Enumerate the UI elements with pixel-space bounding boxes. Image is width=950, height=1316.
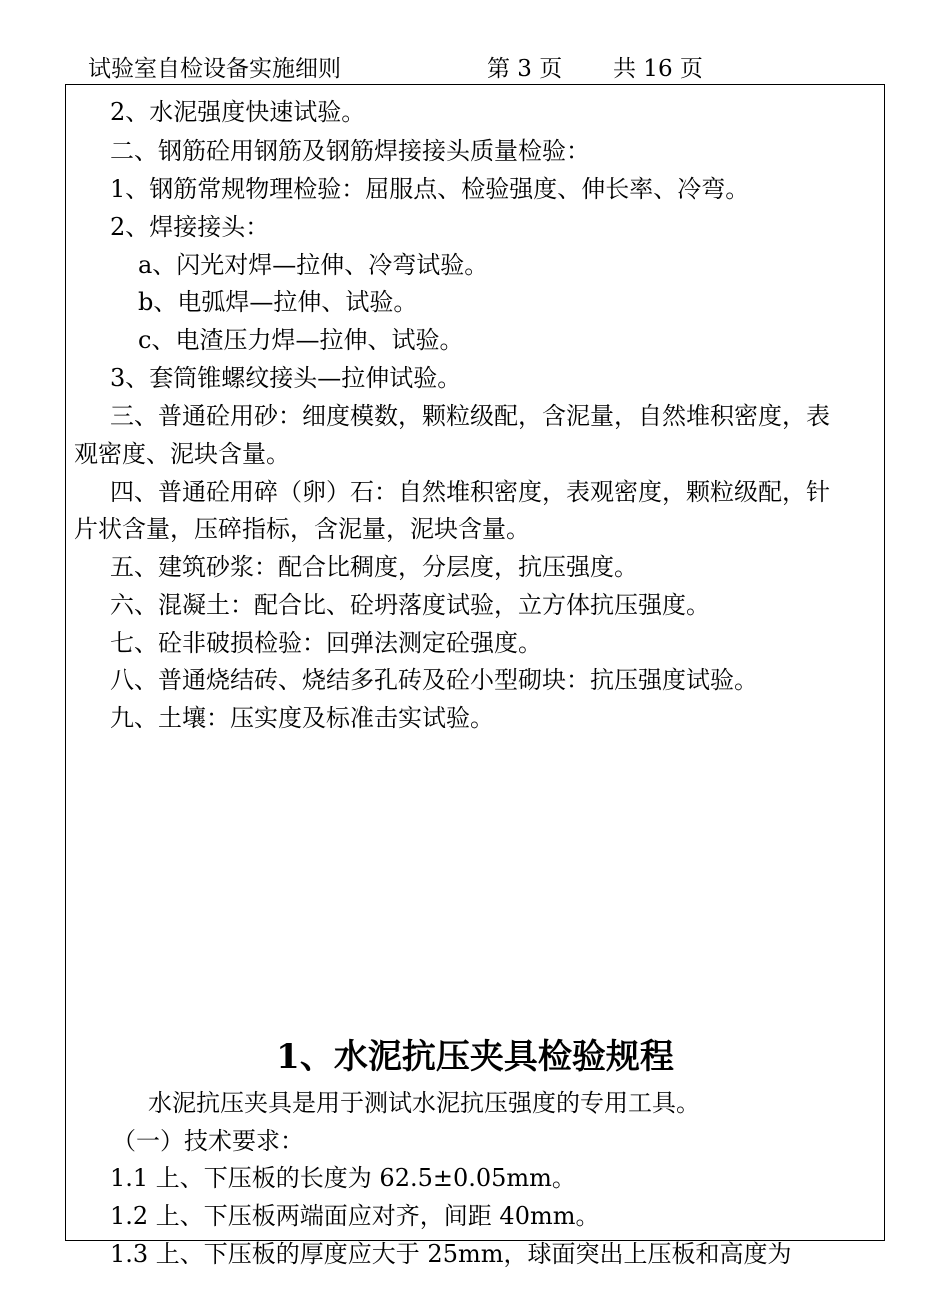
list-item: 3、套筒锥螺纹接头—拉伸试验。 xyxy=(110,364,462,392)
page-number: 第 3 页 xyxy=(487,56,563,82)
list-item: b、电弧焊—拉伸、试验。 xyxy=(138,288,418,316)
list-item: 六、混凝土：配合比、砼坍落度试验，立方体抗压强度。 xyxy=(110,591,710,619)
list-item: 九、土壤：压实度及标准击实试验。 xyxy=(110,704,494,732)
list-item: 1.2 上、下压板两端面应对齐，间距 40mm。 xyxy=(110,1202,600,1230)
list-item: 八、普通烧结砖、烧结多孔砖及砼小型砌块：抗压强度试验。 xyxy=(110,666,758,694)
list-item: 2、水泥强度快速试验。 xyxy=(110,98,366,126)
list-item: 五、建筑砂浆：配合比稠度，分层度，抗压强度。 xyxy=(110,553,638,581)
list-item: 2、焊接接头： xyxy=(110,213,270,241)
intro-text: 水泥抗压夹具是用于测试水泥抗压强度的专用工具。 xyxy=(148,1089,700,1117)
list-item: 片状含量，压碎指标，含泥量，泥块含量。 xyxy=(74,515,530,543)
list-item: 观密度、泥块含量。 xyxy=(74,440,290,468)
list-item: 1、钢筋常规物理检验：屈服点、检验强度、伸长率、冷弯。 xyxy=(110,175,750,203)
list-item: a、闪光对焊—拉伸、冷弯试验。 xyxy=(138,251,489,279)
document-title: 试验室自检设备实施细则 xyxy=(88,56,341,82)
list-item: 1.3 上、下压板的厚度应大于 25mm，球面突出上压板和高度为 xyxy=(110,1240,792,1268)
page-header xyxy=(0,50,950,84)
list-item: 二、钢筋砼用钢筋及钢筋焊接接头质量检验： xyxy=(110,137,590,165)
subheading: （一）技术要求： xyxy=(112,1127,304,1155)
list-item: 1.1 上、下压板的长度为 62.5±0.05mm。 xyxy=(110,1164,576,1192)
section-title: 1、水泥抗压夹具检验规程 xyxy=(276,1037,674,1077)
list-item: c、电渣压力焊—拉伸、试验。 xyxy=(138,326,464,354)
list-item: 三、普通砼用砂：细度模数，颗粒级配，含泥量，自然堆积密度，表 xyxy=(110,402,830,430)
total-pages: 共 16 页 xyxy=(613,56,703,82)
list-item: 四、普通砼用碎（卵）石：自然堆积密度，表观密度，颗粒级配，针 xyxy=(110,478,830,506)
list-item: 七、砼非破损检验：回弹法测定砼强度。 xyxy=(110,629,542,657)
